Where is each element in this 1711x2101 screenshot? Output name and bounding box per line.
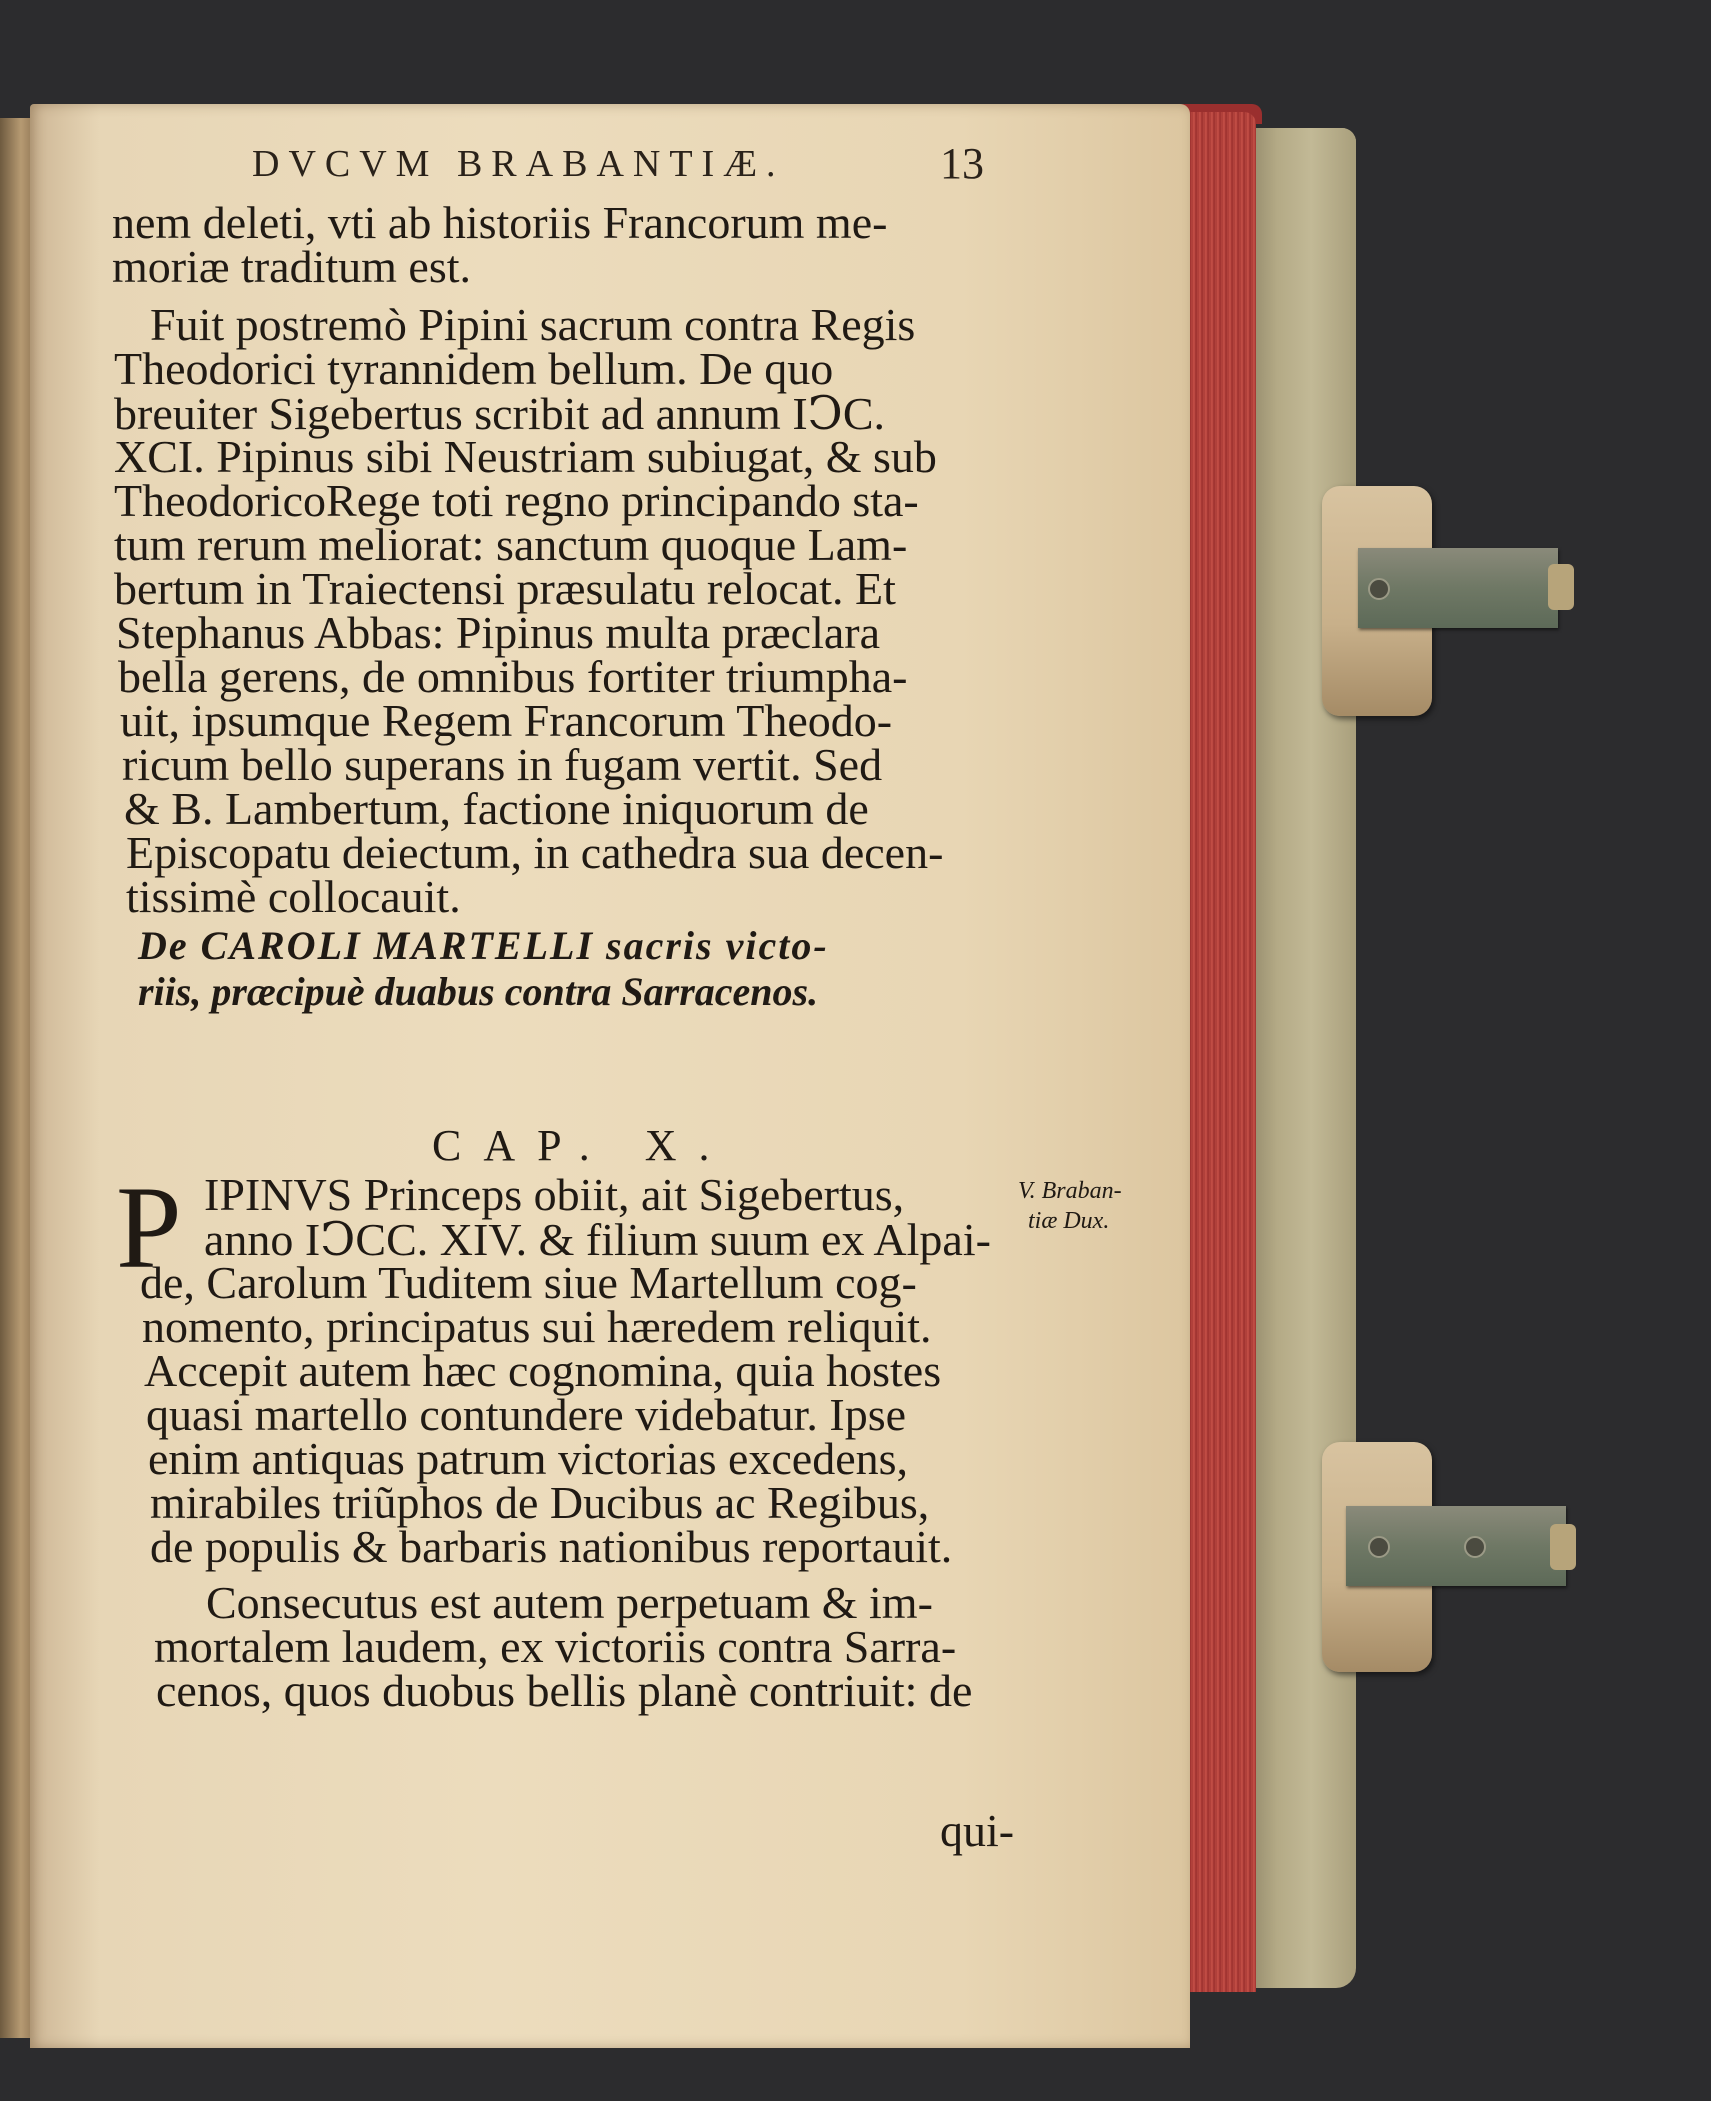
text-line: Episcopatu deiectum, in cathedra sua decen- xyxy=(126,827,944,878)
text-line: Fuit postremò Pipini sacrum contra Regis xyxy=(150,299,916,350)
text-line: mirabiles triũphos de Ducibus ac Regibus, xyxy=(150,1477,930,1528)
section-heading-line: riis, præcipuè duabus contra Sarracenos. xyxy=(138,969,819,1014)
marginal-note xyxy=(1018,1176,1122,1236)
text-line: mortalem laudem, ex victoriis contra Sarra- xyxy=(154,1621,957,1672)
text-line: ricum bello superans in fugam vertit. Sed xyxy=(122,739,883,790)
text-line: moriæ traditum est. xyxy=(112,241,472,292)
drop-cap: P xyxy=(116,1162,182,1293)
text-line: enim antiquas patrum victorias excedens, xyxy=(148,1433,909,1484)
text-line: Stephanus Abbas: Pipinus multa præclara xyxy=(116,607,881,658)
text-line: tum rerum meliorat: sanctum quoque Lam- xyxy=(114,519,908,570)
text-line: nem deleti, vti ab historiis Francorum me- xyxy=(112,197,888,248)
text-line: XCI. Pipinus sibi Neustriam subiugat, & sub xyxy=(114,431,937,482)
text-line: uit, ipsumque Regem Francorum Theodo- xyxy=(120,695,893,746)
text-line: quasi martello contundere videbatur. Ipse xyxy=(146,1389,907,1440)
running-head: DVCVM BRABANTIÆ. xyxy=(252,143,785,185)
text-line: cenos, quos duobus bellis planè contriuit: de xyxy=(156,1665,973,1716)
text-line: tissimè collocauit. xyxy=(126,871,461,922)
text-line: Consecutus est autem perpetuam & im- xyxy=(206,1577,933,1628)
page-number: 13 xyxy=(940,139,984,188)
text-line: anno IↃCC. XIV. & filium suum ex Alpai- xyxy=(204,1214,991,1265)
upper-clasp-plate xyxy=(1358,548,1558,628)
chapter-heading: CAP. X. xyxy=(432,1121,732,1170)
text-line: Accepit autem hæc cognomina, quia hostes xyxy=(144,1345,942,1396)
book-cover xyxy=(1244,128,1356,1988)
text-line: breuiter Sigebertus scribit ad annum IↃC. xyxy=(114,388,886,439)
marginal-note-line: tiæ Dux. xyxy=(1028,1208,1110,1234)
text-line: bella gerens, de omnibus fortiter triumpha- xyxy=(118,651,908,702)
text-line: IPINVS Princeps obiit, ait Sigebertus, xyxy=(204,1169,905,1220)
text-line: de populis & barbaris nationibus reportauit. xyxy=(150,1521,953,1572)
upper-clasp-hook xyxy=(1548,564,1574,610)
text-line: nomento, principatus sui hæredem reliquit. xyxy=(142,1301,932,1352)
text-line: de, Carolum Tuditem siue Martellum cog- xyxy=(140,1257,917,1308)
lower-clasp-plate xyxy=(1346,1506,1566,1586)
marginal-note-line: V. Braban- xyxy=(1018,1178,1122,1204)
section-heading-line: De CAROLI MARTELLI sacris victo- xyxy=(138,923,829,968)
catchword: qui- xyxy=(940,1805,1015,1856)
text-line: Theodorici tyrannidem bellum. De quo xyxy=(114,343,834,394)
lower-clasp-hook xyxy=(1550,1524,1576,1570)
text-line: bertum in Traiectensi præsulatu relocat. Et xyxy=(114,563,896,614)
text-line: & B. Lambertum, factione iniquorum de xyxy=(124,783,869,834)
text-line: TheodoricoRege toti regno principando sta- xyxy=(114,475,919,526)
